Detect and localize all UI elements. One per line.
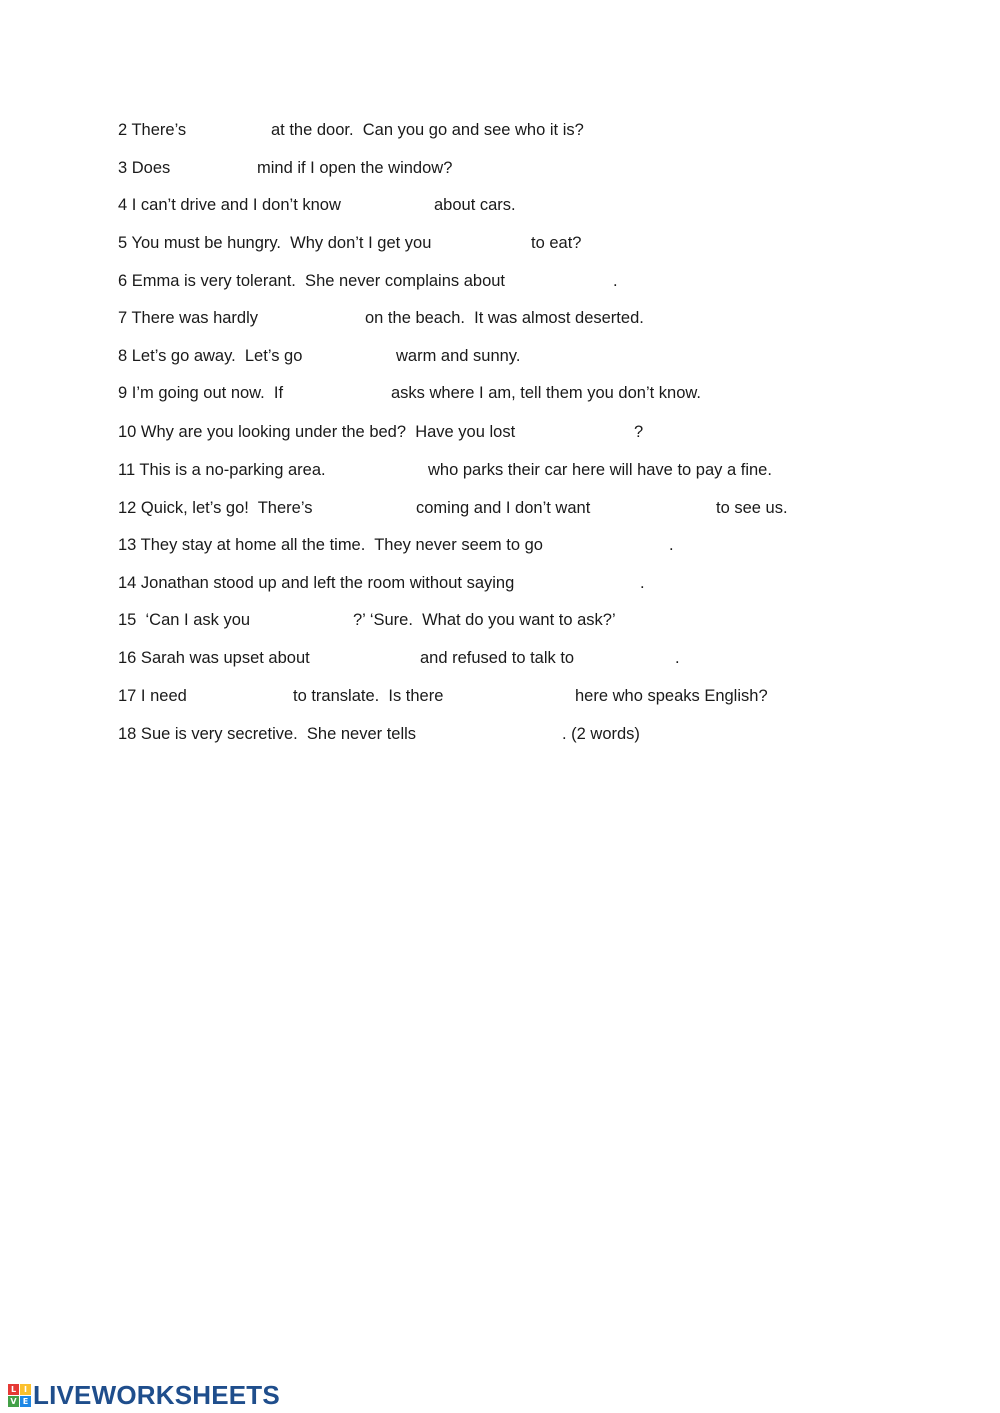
item-text: ? — [634, 423, 644, 441]
exercise-item-16 — [0, 646, 1000, 670]
logo-blocks-icon — [8, 1384, 31, 1407]
answer-blank[interactable] — [519, 271, 609, 291]
item-text: coming and I don’t want — [416, 499, 591, 517]
exercise-item-8 — [0, 344, 1000, 368]
exercise-item-12 — [0, 496, 1000, 520]
item-text: ?’ ‘Sure. What do you want to ask?’ — [353, 611, 616, 629]
item-text: at the door. Can you go and see who it is? — [271, 121, 584, 139]
exercise-item-18 — [0, 722, 1000, 746]
item-text: 15 ‘Can I ask you — [118, 611, 251, 629]
item-text: 14 Jonathan stood up and left the room without saying — [118, 574, 515, 592]
item-text: 9 I’m going out now. If — [118, 384, 284, 402]
answer-blank[interactable] — [537, 573, 635, 593]
answer-blank[interactable] — [192, 120, 266, 140]
logo-block: V — [8, 1396, 19, 1407]
item-text: 16 Sarah was upset about — [118, 649, 310, 667]
exercise-item-13 — [0, 533, 1000, 557]
answer-blank[interactable] — [422, 724, 558, 744]
exercise-item-10 — [0, 420, 1000, 444]
item-text: . — [640, 574, 645, 592]
answer-blank[interactable] — [267, 308, 359, 328]
item-text: about cars. — [434, 196, 516, 214]
exercise-item-3 — [0, 156, 1000, 180]
item-text: 11 This is a no-parking area. — [118, 461, 326, 479]
answer-blank[interactable] — [254, 610, 348, 630]
item-text: to eat? — [531, 234, 582, 252]
answer-blank[interactable] — [318, 648, 414, 668]
exercise-item-2 — [0, 118, 1000, 142]
answer-blank[interactable] — [558, 535, 664, 555]
logo-block: E — [20, 1396, 31, 1407]
item-text: to translate. Is there — [293, 687, 444, 705]
exercise-item-14 — [0, 571, 1000, 595]
logo-block: I — [20, 1384, 31, 1395]
answer-blank[interactable] — [357, 195, 429, 215]
item-text: mind if I open the window? — [257, 159, 453, 177]
item-text: 4 I can’t drive and I don’t know — [118, 196, 341, 214]
item-text: 6 Emma is very tolerant. She never complains about — [118, 272, 506, 290]
item-text: to see us. — [716, 499, 788, 517]
item-text: and refused to talk to — [420, 649, 575, 667]
item-text: on the beach. It was almost deserted. — [365, 309, 644, 327]
exercise-item-17 — [0, 684, 1000, 708]
exercise-item-5 — [0, 231, 1000, 255]
answer-blank[interactable] — [588, 648, 670, 668]
item-text: 5 You must be hungry. Why don’t I get you — [118, 234, 432, 252]
item-text: . — [613, 272, 618, 290]
item-text: 8 Let’s go away. Let’s go — [118, 347, 303, 365]
answer-blank[interactable] — [297, 383, 385, 403]
brand-name: LIVEWORKSHEETS — [33, 1380, 280, 1410]
item-text: . (2 words) — [562, 725, 640, 743]
exercise-item-15 — [0, 608, 1000, 632]
exercise-item-9 — [0, 381, 1000, 405]
liveworksheets-logo — [8, 1381, 280, 1409]
exercise-item-4 — [0, 193, 1000, 217]
item-text: 3 Does — [118, 159, 171, 177]
item-text: here who speaks English? — [575, 687, 768, 705]
item-text: 12 Quick, let’s go! There’s — [118, 499, 313, 517]
answer-blank[interactable] — [449, 233, 525, 253]
answer-blank[interactable] — [334, 460, 422, 480]
item-text: warm and sunny. — [396, 347, 521, 365]
answer-blank[interactable] — [606, 498, 710, 518]
answer-blank[interactable] — [531, 422, 629, 442]
exercise-item-11 — [0, 458, 1000, 482]
answer-blank[interactable] — [310, 346, 390, 366]
answer-blank[interactable] — [176, 158, 252, 178]
answer-blank[interactable] — [455, 686, 569, 706]
item-text: 10 Why are you looking under the bed? Have you lost — [118, 423, 516, 441]
item-text: who parks their car here will have to pay a fine. — [428, 461, 772, 479]
exercise-item-7 — [0, 306, 1000, 330]
item-text: 13 They stay at home all the time. They never seem to go — [118, 536, 543, 554]
item-text: asks where I am, tell them you don’t know. — [391, 384, 701, 402]
logo-block: L — [8, 1384, 19, 1395]
answer-blank[interactable] — [322, 498, 410, 518]
answer-blank[interactable] — [194, 686, 288, 706]
item-text: 17 I need — [118, 687, 187, 705]
exercise-item-6 — [0, 269, 1000, 293]
item-text: . — [669, 536, 674, 554]
item-text: 2 There’s — [118, 121, 187, 139]
item-text: 18 Sue is very secretive. She never tells — [118, 725, 417, 743]
item-text: . — [675, 649, 680, 667]
item-text: 7 There was hardly — [118, 309, 259, 327]
